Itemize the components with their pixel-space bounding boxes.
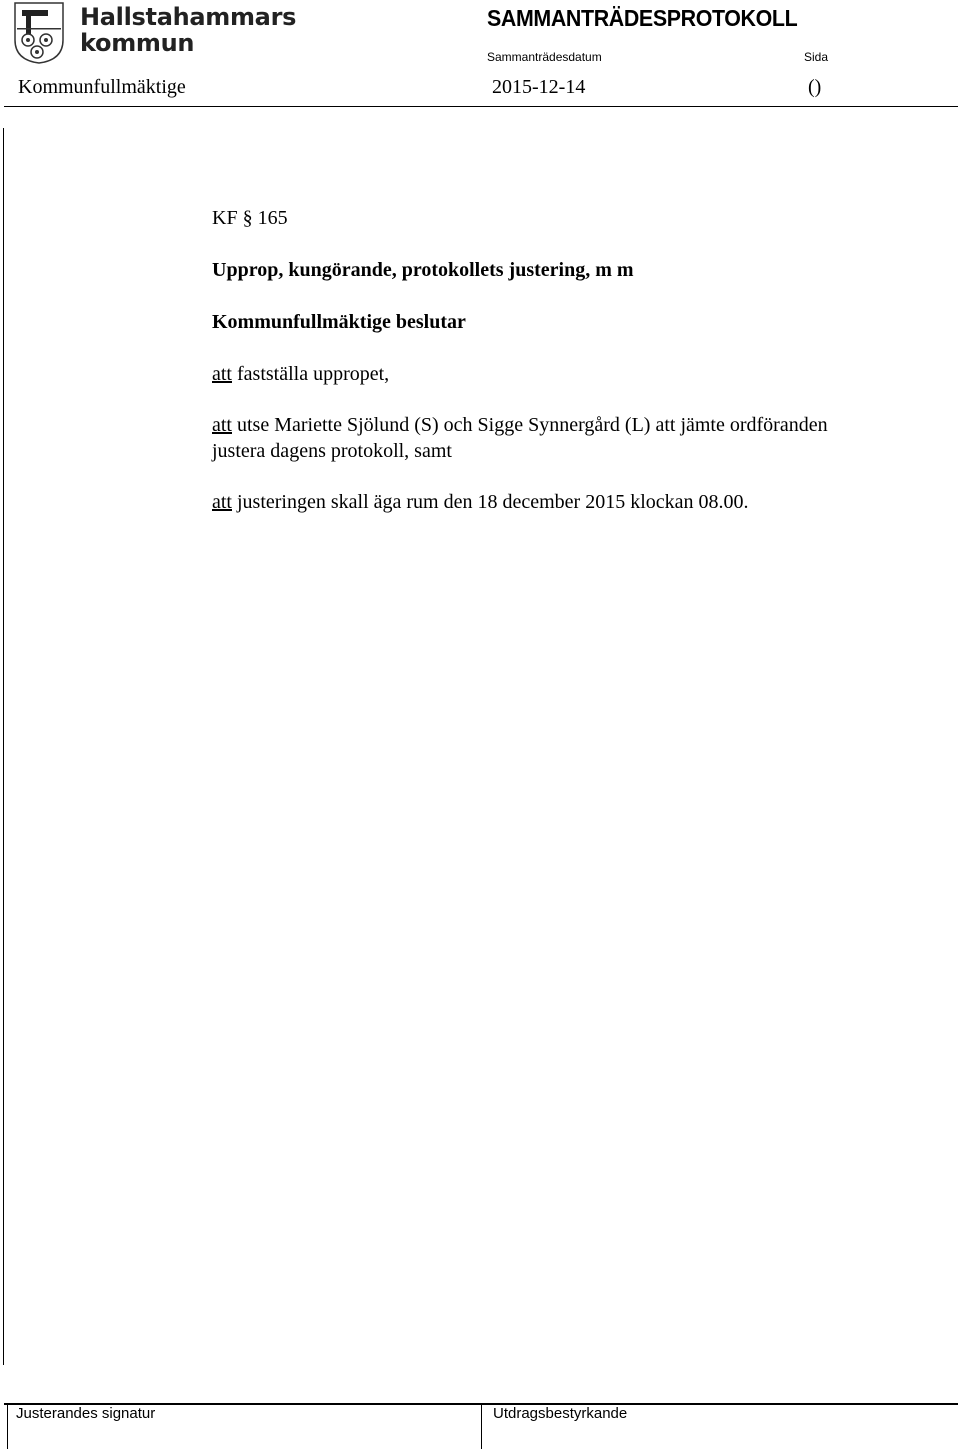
att-marker: att (212, 363, 232, 385)
municipality-logo (14, 2, 297, 66)
page-label: Sida (804, 50, 829, 64)
decision-text: justeringen skall äga rum den 18 december 2015 klockan 08.00. (237, 491, 749, 513)
att-marker: att (212, 414, 232, 436)
decision-item (212, 414, 828, 437)
coat-of-arms-icon (14, 2, 64, 64)
section-title: Upprop, kungörande, protokollets justering, m m (212, 259, 634, 281)
document-type: SAMMANTRÄDESPROTOKOLL (487, 5, 798, 31)
header-divider (4, 106, 958, 107)
footer-middle-line (481, 1403, 482, 1449)
att-marker: att (212, 491, 232, 513)
org-name-line1: Hallstahammars (80, 3, 297, 31)
decision-text: utse Mariette Sjölund (S) och Sigge Synnergård (L) att jämte ordföranden (237, 414, 828, 436)
body-name: Kommunfullmäktige (18, 76, 186, 98)
footer-left-line (7, 1403, 8, 1449)
page-number: () (808, 76, 822, 98)
left-margin-line (3, 128, 4, 1365)
decision-item (212, 363, 389, 386)
decision-item (212, 491, 749, 514)
signature-label: Justerandes signatur (16, 1405, 156, 1422)
org-name-line2: kommun (80, 29, 195, 57)
decision-heading: Kommunfullmäktige beslutar (212, 311, 466, 333)
section-number: KF § 165 (212, 207, 288, 229)
decision-text-continued: justera dagens protokoll, samt (212, 440, 452, 462)
date-label: Sammanträdesdatum (487, 50, 602, 64)
certification-label: Utdragsbestyrkande (493, 1405, 628, 1422)
decision-text: fastställa uppropet, (237, 363, 390, 385)
logo-wordmark (80, 4, 296, 56)
meeting-date: 2015-12-14 (492, 76, 586, 98)
